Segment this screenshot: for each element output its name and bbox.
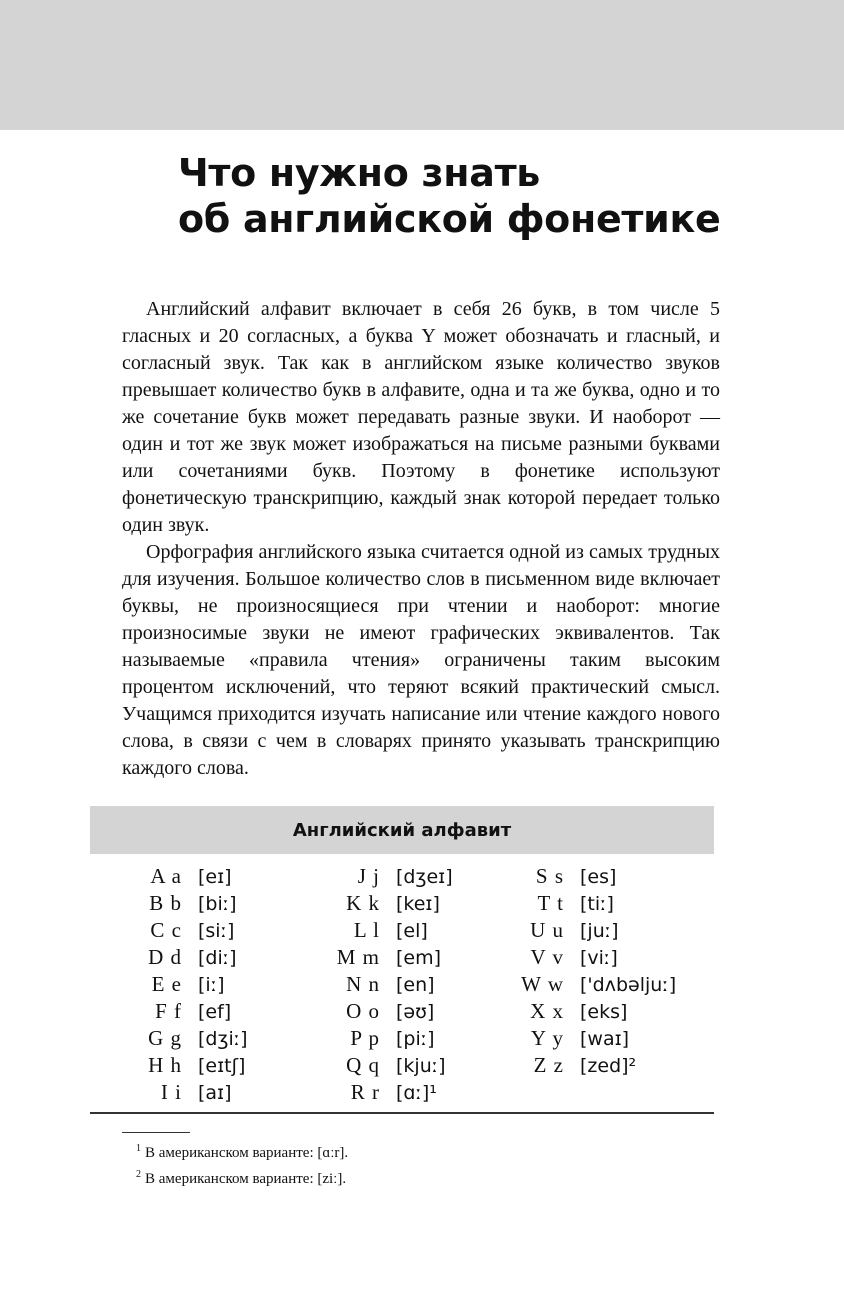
paragraph: Орфография английского языка считается одной из самых трудных для изучения. Большое количество слов в письменном виде включает буквы, не произносящиеся при чтении и наоборот: многие произносимые звуки не имеют графических эквивалентов. Так называемые «правила чтения» ограничены таким высоким процентом исключений, что теряют всякий практический смысл. Учащимся приходится изучать написание или чтение каждого нового слова, в связи с чем в словарях принято указывать транскрипцию каждого слова. bbox=[122, 541, 720, 779]
letter-pair: H h bbox=[148, 1053, 182, 1077]
transcription: [piː] bbox=[396, 1028, 435, 1050]
transcription: [zed]² bbox=[580, 1055, 637, 1077]
letter-pair: Z z bbox=[533, 1053, 564, 1077]
alphabet-row bbox=[510, 999, 676, 1026]
letter-pair: X x bbox=[530, 999, 564, 1023]
letter-pair: F f bbox=[155, 999, 182, 1023]
page-title bbox=[178, 150, 720, 242]
alphabet-row bbox=[130, 999, 248, 1026]
alphabet-row bbox=[510, 945, 676, 972]
transcription: [waɪ] bbox=[580, 1028, 630, 1050]
alphabet-column-3 bbox=[510, 864, 676, 1080]
letter-pair: A a bbox=[150, 864, 182, 888]
letter-pair: K k bbox=[346, 891, 380, 915]
alphabet-row bbox=[510, 918, 676, 945]
alphabet-row bbox=[326, 972, 453, 999]
transcription: [dʒeɪ] bbox=[396, 866, 453, 888]
alphabet-table-title: Английский алфавит bbox=[90, 806, 714, 854]
letter-pair: Q q bbox=[346, 1053, 380, 1077]
transcription: [juː] bbox=[580, 920, 619, 942]
alphabet-row bbox=[130, 864, 248, 891]
alphabet-table bbox=[90, 806, 714, 1114]
letter-pair: T t bbox=[537, 891, 564, 915]
alphabet-row bbox=[130, 1026, 248, 1053]
transcription: [dʒiː] bbox=[198, 1028, 248, 1050]
body-text bbox=[122, 296, 720, 782]
transcription: [es] bbox=[580, 866, 617, 888]
footnote-text: В американском варианте: [ziː]. bbox=[145, 1171, 347, 1187]
letter-pair: M m bbox=[336, 945, 380, 969]
transcription: [en] bbox=[396, 974, 435, 996]
letter-pair: O o bbox=[346, 999, 380, 1023]
alphabet-row bbox=[130, 918, 248, 945]
transcription: [diː] bbox=[198, 947, 237, 969]
transcription: [el] bbox=[396, 920, 428, 942]
transcription: [tiː] bbox=[580, 893, 614, 915]
alphabet-row bbox=[326, 864, 453, 891]
alphabet-row bbox=[510, 972, 676, 999]
footnote-divider bbox=[122, 1132, 190, 1133]
letter-pair: G g bbox=[148, 1026, 182, 1050]
letter-pair: N n bbox=[346, 972, 380, 996]
transcription: [viː] bbox=[580, 947, 618, 969]
alphabet-row bbox=[510, 1053, 676, 1080]
alphabet-row bbox=[130, 891, 248, 918]
footnote-mark: 1 bbox=[136, 1143, 141, 1154]
alphabet-row bbox=[326, 891, 453, 918]
transcription: [ɑː]¹ bbox=[396, 1082, 437, 1104]
letter-pair: E e bbox=[151, 972, 182, 996]
alphabet-row bbox=[130, 1053, 248, 1080]
title-line-1: Что нужно знать bbox=[178, 151, 541, 195]
alphabet-row bbox=[130, 1080, 248, 1107]
alphabet-row bbox=[326, 1053, 453, 1080]
letter-pair: U u bbox=[530, 918, 564, 942]
top-gray-band bbox=[0, 0, 844, 130]
footnote bbox=[136, 1138, 348, 1164]
transcription: [ef] bbox=[198, 1001, 232, 1023]
transcription: ['dʌbəljuː] bbox=[580, 974, 677, 996]
transcription: [eɪtʃ] bbox=[198, 1055, 246, 1077]
alphabet-row bbox=[326, 1080, 453, 1107]
letter-pair: S s bbox=[535, 864, 564, 888]
transcription: [iː] bbox=[198, 974, 225, 996]
letter-pair: I i bbox=[160, 1080, 182, 1104]
title-line-2: об английской фонетике bbox=[178, 197, 721, 241]
footnote-text: В американском варианте: [ɑːr]. bbox=[145, 1145, 349, 1161]
alphabet-row bbox=[326, 918, 453, 945]
alphabet-table-columns bbox=[90, 854, 714, 1110]
alphabet-row bbox=[326, 999, 453, 1026]
alphabet-column-2 bbox=[326, 864, 453, 1107]
alphabet-row bbox=[130, 972, 248, 999]
transcription: [siː] bbox=[198, 920, 235, 942]
alphabet-row bbox=[510, 1026, 676, 1053]
letter-pair: B b bbox=[149, 891, 182, 915]
letter-pair: Y y bbox=[530, 1026, 564, 1050]
alphabet-row bbox=[510, 864, 676, 891]
alphabet-row bbox=[326, 945, 453, 972]
transcription: [eks] bbox=[580, 1001, 628, 1023]
letter-pair: W w bbox=[521, 972, 564, 996]
paragraph: Английский алфавит включает в себя 26 букв, в том числе 5 гласных и 20 согласных, а буква Y может обозначать и гласный, и согласный звук. Так как в английском языке количество звуков превышает количество букв в алфавите, одна и та же буква, одно и то же сочетание букв может передавать разные звуки. И наоборот — один и тот же звук может изображаться на письме разными буквами или сочетаниями букв. Поэтому в фонетике используют фонетическую транскрипцию, каждый знак которой передает только один звук. bbox=[122, 298, 720, 536]
footnote bbox=[136, 1164, 348, 1190]
letter-pair: D d bbox=[148, 945, 182, 969]
letter-pair: R r bbox=[350, 1080, 380, 1104]
alphabet-row bbox=[510, 891, 676, 918]
letter-pair: J j bbox=[357, 864, 380, 888]
alphabet-row bbox=[130, 945, 248, 972]
transcription: [biː] bbox=[198, 893, 237, 915]
footnote-mark: 2 bbox=[136, 1169, 141, 1180]
transcription: [em] bbox=[396, 947, 442, 969]
transcription: [aɪ] bbox=[198, 1082, 232, 1104]
transcription: [eɪ] bbox=[198, 866, 232, 888]
transcription: [əʊ] bbox=[396, 1001, 435, 1023]
transcription: [kjuː] bbox=[396, 1055, 446, 1077]
alphabet-row bbox=[326, 1026, 453, 1053]
letter-pair: P p bbox=[350, 1026, 380, 1050]
transcription: [keɪ] bbox=[396, 893, 440, 915]
footnotes bbox=[136, 1138, 348, 1190]
alphabet-column-1 bbox=[130, 864, 248, 1107]
letter-pair: C c bbox=[150, 918, 182, 942]
letter-pair: V v bbox=[530, 945, 564, 969]
letter-pair: L l bbox=[353, 918, 380, 942]
